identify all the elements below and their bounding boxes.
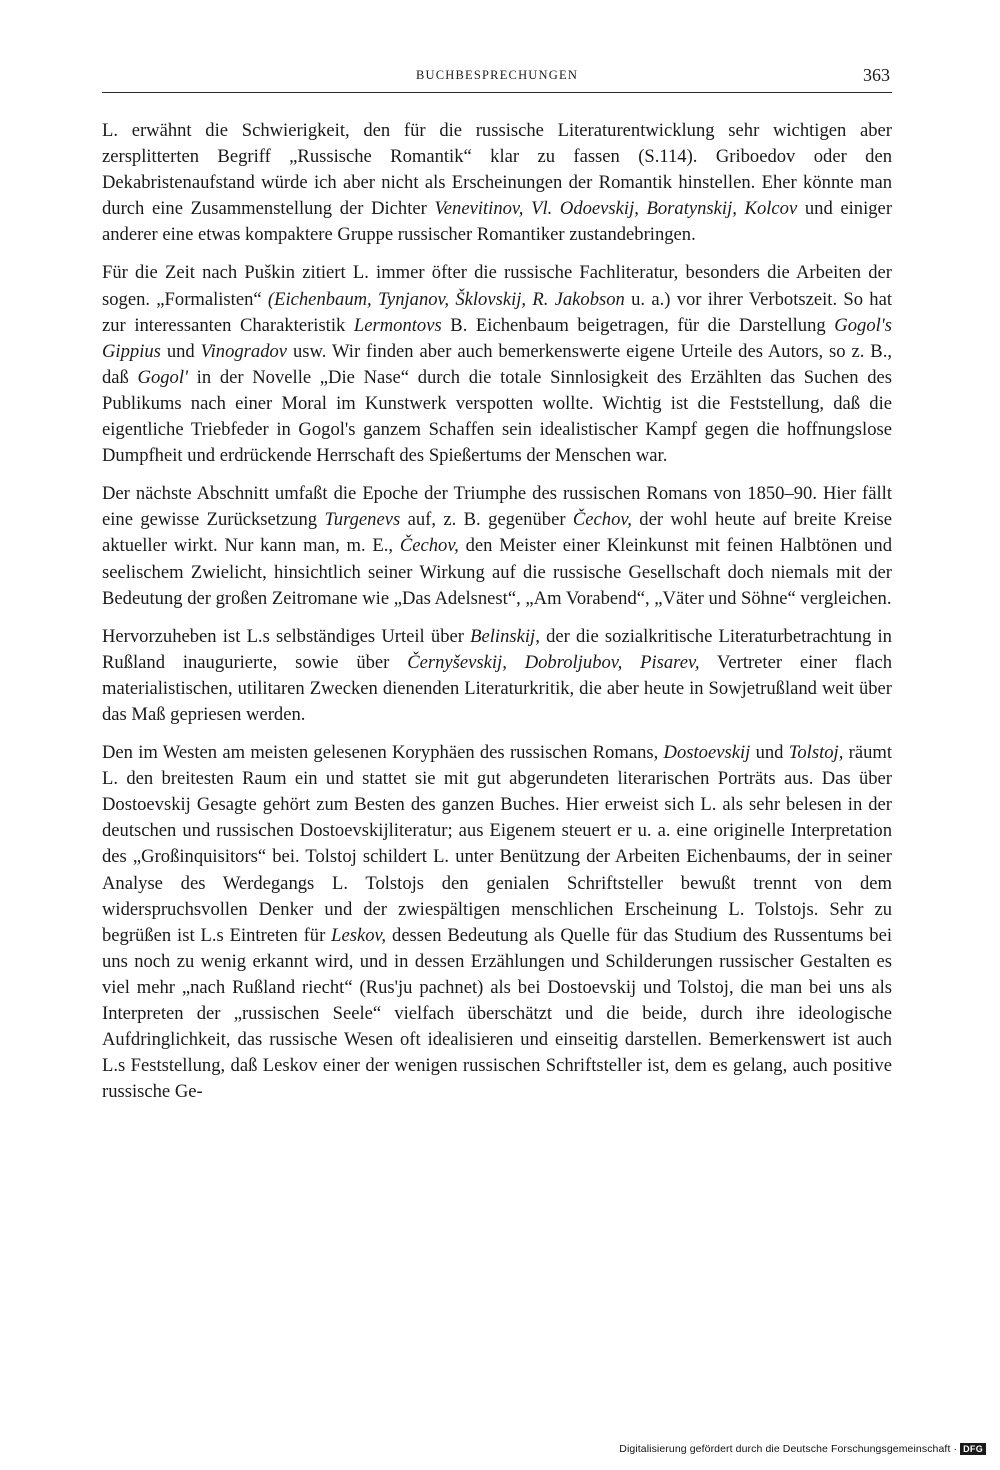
italic-name-span: Čechov, bbox=[572, 509, 632, 531]
running-header bbox=[102, 62, 892, 93]
italic-name-span: Gogol's Gippius bbox=[102, 314, 892, 362]
italic-name-span: Turgenevs bbox=[324, 509, 401, 531]
italic-name-span: Leskov, bbox=[331, 924, 387, 946]
text-span: B. Eichenbaum beigetragen, für die Darstellung bbox=[441, 314, 835, 336]
text-span: Den im Westen am meisten gelesenen Koryphäen des russischen Romans, bbox=[102, 742, 664, 764]
body-text bbox=[102, 118, 892, 1117]
paragraph bbox=[102, 118, 892, 248]
italic-name-span: Čechov, bbox=[399, 535, 459, 557]
text-span: den Meister einer Kleinkunst mit feinen Halbtönen und seelischem Zwielicht, hinsichtlich seiner Wirkung auf die russische Gesellschaft doch niemals mit der Bedeutung der großen Zeitromane wie „Das Adelsnest“, „Am Vorabend“, „Väter und Söhne“ vergleichen. bbox=[102, 535, 892, 609]
text-span: Hervorzuheben ist L.s selbständiges Urteil über bbox=[102, 625, 471, 647]
text-span: u. a.) vor ihrer Verbotszeit. So hat zur interessanten Charakteristik bbox=[102, 288, 892, 336]
italic-name-span: Venevitinov, Vl. Odoevskij, Boratynskij, Kolcov bbox=[434, 198, 798, 220]
text-span: und bbox=[160, 340, 201, 362]
text-span: und einiger anderer eine etwas kompaktere Gruppe russischer Romantiker zustandebringen. bbox=[102, 198, 893, 246]
digitization-credit bbox=[619, 1443, 986, 1455]
text-span: räumt L. den breitesten Raum ein und stattet sie mit gut abgerundeten literarischen Porträts aus. Das über Dostoevskij Gesagte gehört zum Besten des ganzen Buches. Hier erweist sich L. als sehr belesen in der deutschen und russischen Dostoevskijliteratur; aus Eigenem steuert er u. a. eine originelle Interpretation des „Großinquisitors“ bei. Tolstoj schildert L. unter Benützung der Arbeiten Eichenbaums, der in seiner Analyse des Werdegangs L. Tolstojs den genialen Schriftsteller bewußt trennt von dem widerspruchsvollen Denker und der zwiespältigen menschlichen Erscheinung L. Tolstojs. Sehr zu begrüßen ist L.s Eintreten für bbox=[102, 742, 892, 946]
text-span: in der Novelle „Die Nase“ durch die totale Sinnlosigkeit des Erzählten das Suchen des Publikums nach einer Moral im Kunstwerk verspotten wollte. Wichtig ist die Feststellung, daß die eigentliche Triebfeder in Gogol's ganzem Schaffen sein idealistischer Kampf gegen die hoffnungslose Dumpfheit und erdrückende Herrschaft des Spießertums der Menschen war. bbox=[102, 366, 892, 467]
paragraph bbox=[102, 481, 892, 611]
text-span: L. erwähnt die Schwierigkeit, den für die russische Literaturentwicklung sehr wichtigen aber zersplitterten Begriff „Russische Romantik“ klar zu fassen (S.114). Griboedov oder den Dekabristenaufstand würde ich aber nicht als Erscheinungen der Romantik hinstellen. Eher könnte man durch eine Zusammenstellung der Dichter bbox=[102, 120, 892, 220]
paragraph bbox=[102, 740, 892, 1105]
text-span: dessen Bedeutung als Quelle für das Studium des Russentums bei uns noch zu wenig erkannt wird, und in dessen Erzählungen und Schilderungen russischer Gestalten es viel mehr „nach Rußland riecht“ (Rus'ju pachnet) als bei Dostoevskij und Tolstoj, die man bei uns als Interpreten der „russischen Seele“ vielfach überschätzt und die beide, durch ihre ideologische Aufdringlichkeit, das russische Wesen oft idealisieren und einseitig darstellen. Bemerkenswert ist auch L.s Feststellung, daß Leskov einer der wenigen russischen Schriftsteller ist, dem es gelang, auch positive russische Ge- bbox=[102, 924, 892, 1103]
text-span: der wohl heute auf breite Kreise aktueller wirkt. Nur kann man, m. E., bbox=[102, 509, 892, 557]
dfg-logo: DFG bbox=[960, 1443, 986, 1455]
text-span: und bbox=[750, 742, 789, 764]
italic-name-span: Černyševskij, Dobroljubov, Pisarev, bbox=[407, 651, 700, 673]
text-span: usw. Wir finden aber auch bemerkenswerte eigene Urteile des Autors, so z. B., daß bbox=[102, 340, 893, 388]
paragraph bbox=[102, 260, 892, 469]
running-title: BUCHBESPRECHUNGEN bbox=[415, 68, 579, 82]
italic-name-span: Belinskij, bbox=[470, 625, 540, 647]
italic-name-span: Vinogradov bbox=[200, 340, 288, 362]
text-span: Der nächste Abschnitt umfaßt die Epoche der Triumphe des russischen Romans von 1850–90. Hier fällt eine gewisse Zurücksetzung bbox=[102, 483, 892, 531]
italic-name-span: Dostoevskij bbox=[663, 742, 751, 764]
text-span: Vertreter einer flach materialistischen, utilitaren Zwecken dienenden Literaturkritik, die aber heute in Sowjetrußland weit über das Maß gepriesen werden. bbox=[102, 651, 893, 725]
italic-name-span: (Eichenbaum, Tynjanov, Šklovskij, R. Jakobson bbox=[267, 288, 625, 310]
paragraph bbox=[102, 624, 892, 728]
italic-name-span: Tolstoj, bbox=[788, 742, 844, 764]
page-number: 363 bbox=[863, 65, 890, 85]
text-span: der die sozialkritische Literaturbetrachtung in Rußland inaugurierte, sowie über bbox=[102, 625, 892, 673]
text-span: Für die Zeit nach Puškin zitiert L. immer öfter die russische Fachliteratur, besonders die Arbeiten der sogen. „Formalisten“ bbox=[102, 262, 892, 310]
credit-text: Digitalisierung gefördert durch die Deutsche Forschungsgemeinschaft · bbox=[619, 1443, 958, 1455]
italic-name-span: Lermontovs bbox=[353, 314, 442, 336]
italic-name-span: Gogol' bbox=[137, 366, 188, 388]
text-span: auf, z. B. gegenüber bbox=[400, 509, 573, 531]
